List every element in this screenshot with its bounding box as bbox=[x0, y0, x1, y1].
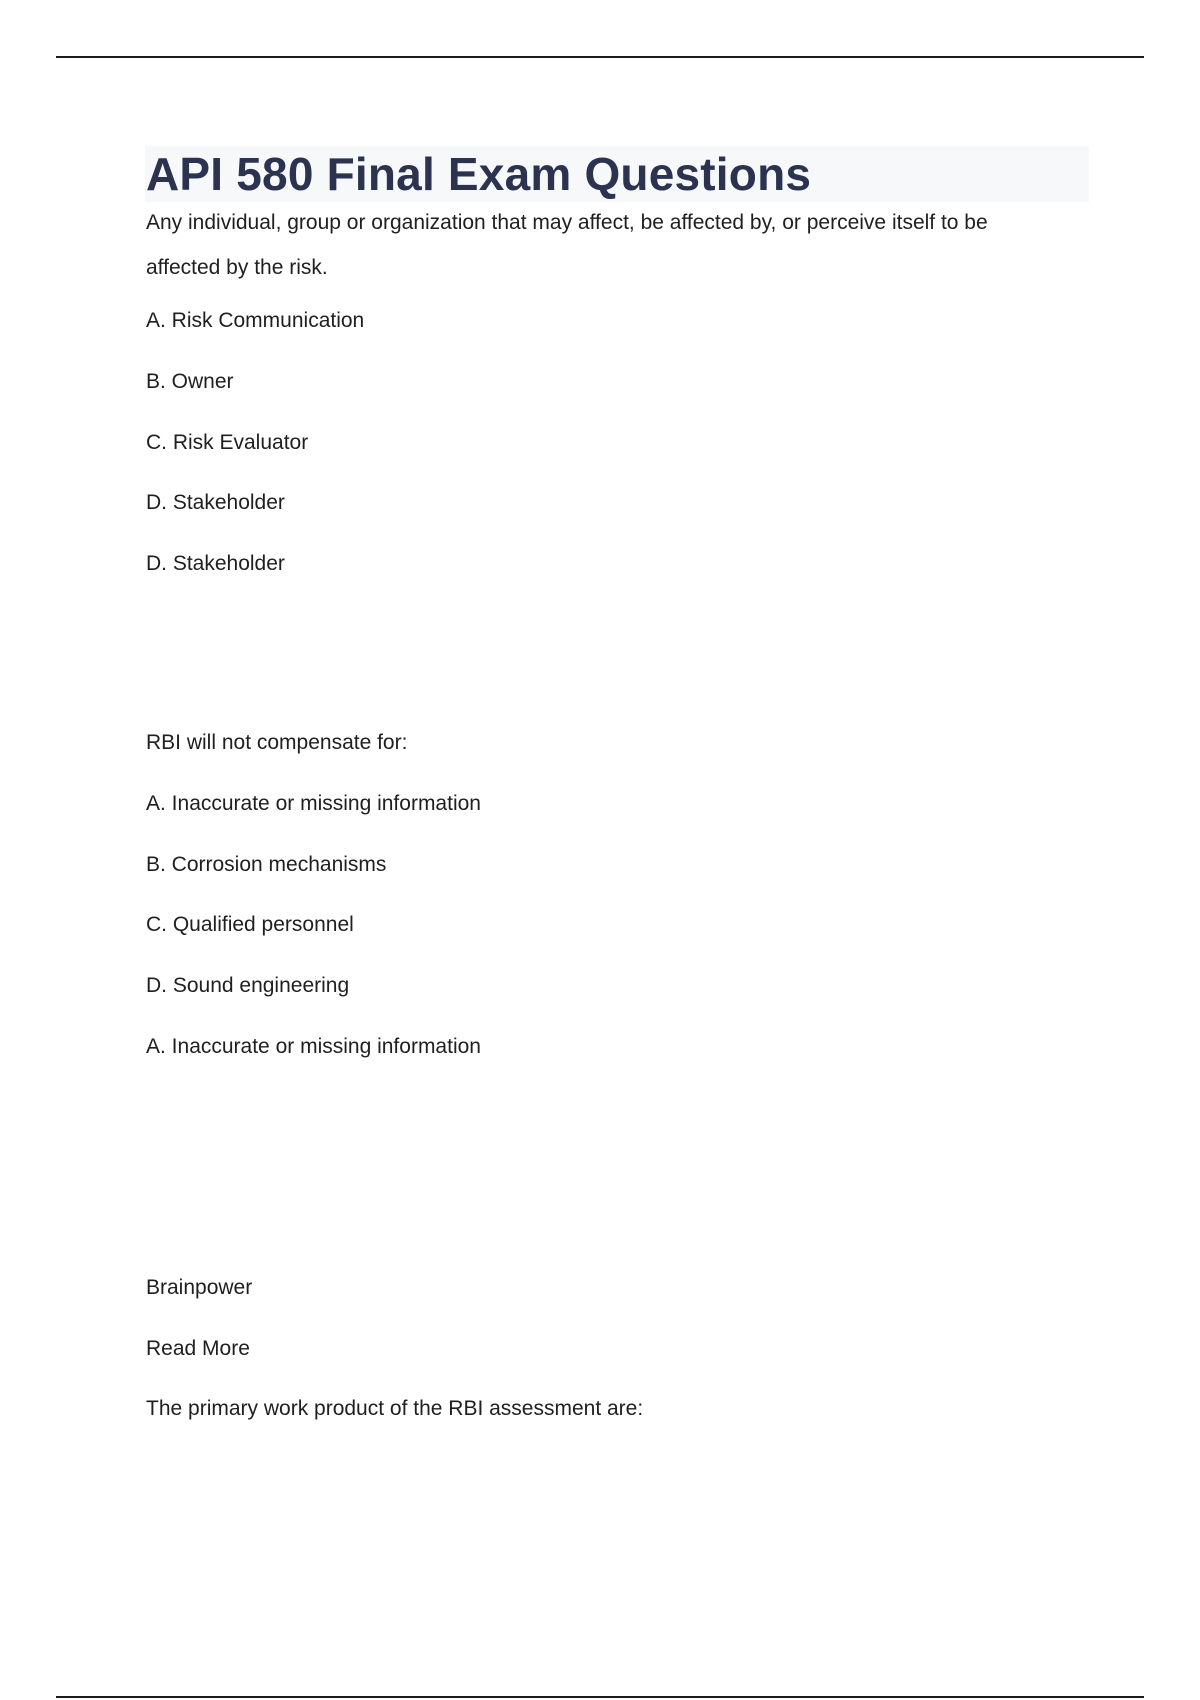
read-more-link[interactable]: Read More bbox=[146, 1337, 250, 1360]
question-3-text: The primary work product of the RBI assessment are: bbox=[146, 1397, 644, 1420]
question-1-option-c: C. Risk Evaluator bbox=[146, 431, 309, 454]
question-1-option-d: D. Stakeholder bbox=[146, 491, 285, 514]
question-2-option-c: C. Qualified personnel bbox=[146, 913, 354, 936]
question-2-answer: A. Inaccurate or missing information bbox=[146, 1035, 481, 1058]
question-2-option-a: A. Inaccurate or missing information bbox=[146, 792, 481, 815]
question-1-text: Any individual, group or organization that may affect, be affected by, or perceive itself to be affected by the risk. bbox=[146, 211, 988, 279]
top-rule bbox=[56, 56, 1144, 58]
bottom-rule bbox=[56, 1696, 1144, 1698]
brand-label: Brainpower bbox=[146, 1276, 253, 1299]
question-1-option-b: B. Owner bbox=[146, 370, 234, 393]
question-2-option-d: D. Sound engineering bbox=[146, 974, 350, 997]
question-1-answer: D. Stakeholder bbox=[146, 552, 285, 575]
question-1-option-a: A. Risk Communication bbox=[146, 309, 365, 332]
question-2-text: RBI will not compensate for: bbox=[146, 731, 408, 754]
question-2-option-b: B. Corrosion mechanisms bbox=[146, 853, 387, 876]
page-title: API 580 Final Exam Questions bbox=[146, 148, 812, 200]
